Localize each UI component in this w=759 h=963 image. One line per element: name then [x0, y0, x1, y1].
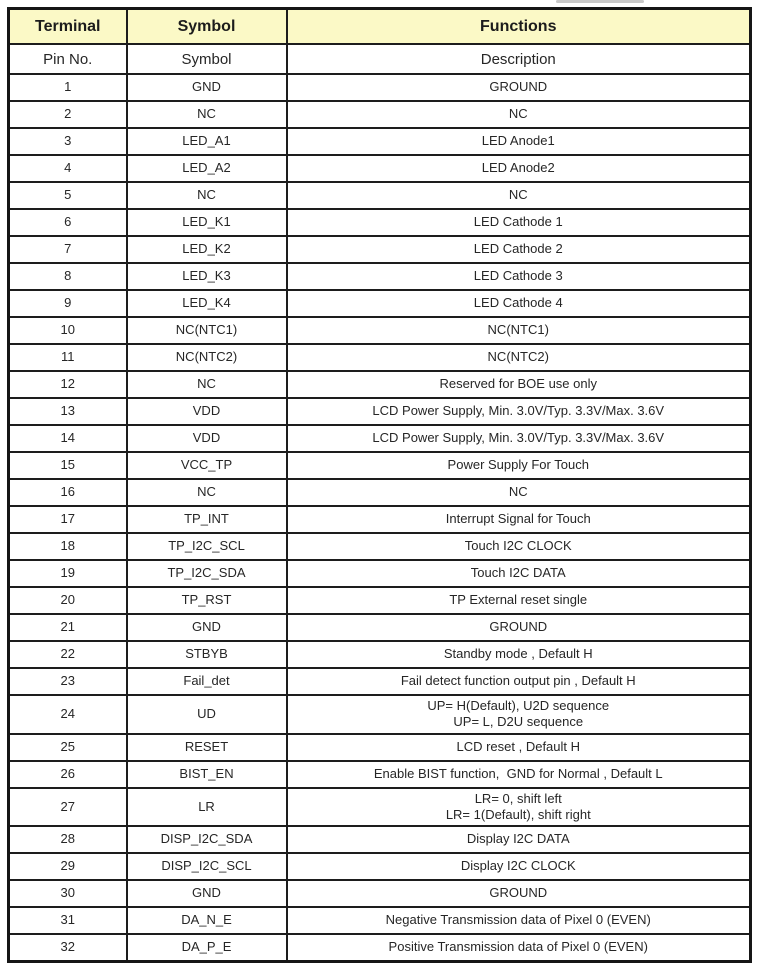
description-cell: LCD Power Supply, Min. 3.0V/Typ. 3.3V/Max. 3.6V [287, 398, 751, 425]
description-cell: LR= 0, shift left LR= 1(Default), shift right [287, 788, 751, 827]
description-cell: Interrupt Signal for Touch [287, 506, 751, 533]
symbol-cell: NC [127, 371, 287, 398]
pin-cell: 5 [9, 182, 127, 209]
table-row [9, 880, 751, 907]
pin-cell: 30 [9, 880, 127, 907]
symbol-cell: VDD [127, 425, 287, 452]
table-row [9, 128, 751, 155]
pin-cell: 10 [9, 317, 127, 344]
table-row [9, 452, 751, 479]
table-row [9, 560, 751, 587]
header-cell-symbol: Symbol [127, 9, 287, 45]
description-cell: NC [287, 182, 751, 209]
pin-cell: 11 [9, 344, 127, 371]
table-row [9, 479, 751, 506]
pin-cell: 23 [9, 668, 127, 695]
table-row [9, 853, 751, 880]
symbol-cell: GND [127, 880, 287, 907]
description-cell: Fail detect function output pin , Default H [287, 668, 751, 695]
pin-cell: 25 [9, 734, 127, 761]
symbol-cell: GND [127, 74, 287, 101]
description-cell: NC [287, 479, 751, 506]
symbol-cell: BIST_EN [127, 761, 287, 788]
table-row [9, 761, 751, 788]
pin-cell: 3 [9, 128, 127, 155]
table-row [9, 425, 751, 452]
symbol-cell: TP_I2C_SDA [127, 560, 287, 587]
symbol-cell: GND [127, 614, 287, 641]
description-cell: LED Anode1 [287, 128, 751, 155]
description-cell: Enable BIST function, GND for Normal , Default L [287, 761, 751, 788]
table-row [9, 209, 751, 236]
description-cell: Negative Transmission data of Pixel 0 (EVEN) [287, 907, 751, 934]
table-subheader-row [9, 44, 751, 74]
table-row [9, 907, 751, 934]
symbol-cell: LED_K1 [127, 209, 287, 236]
symbol-cell: NC [127, 479, 287, 506]
symbol-cell: NC [127, 101, 287, 128]
pin-cell: 27 [9, 788, 127, 827]
table-row [9, 371, 751, 398]
description-cell: UP= H(Default), U2D sequence UP= L, D2U sequence [287, 695, 751, 734]
pin-cell: 7 [9, 236, 127, 263]
symbol-cell: TP_RST [127, 587, 287, 614]
description-cell: LED Cathode 4 [287, 290, 751, 317]
pin-cell: 29 [9, 853, 127, 880]
pin-cell: 6 [9, 209, 127, 236]
symbol-cell: DISP_I2C_SDA [127, 826, 287, 853]
description-cell: LED Cathode 2 [287, 236, 751, 263]
description-cell: LED Anode2 [287, 155, 751, 182]
symbol-cell: DA_N_E [127, 907, 287, 934]
pin-cell: 31 [9, 907, 127, 934]
header-cell-terminal: Terminal [9, 9, 127, 45]
table-row [9, 734, 751, 761]
table-row [9, 533, 751, 560]
pin-cell: 2 [9, 101, 127, 128]
pin-cell: 12 [9, 371, 127, 398]
symbol-cell: VCC_TP [127, 452, 287, 479]
header-cell-functions: Functions [287, 9, 751, 45]
symbol-cell: LED_K2 [127, 236, 287, 263]
scan-artifact [556, 0, 644, 3]
pin-cell: 22 [9, 641, 127, 668]
pin-cell: 32 [9, 934, 127, 962]
description-cell: NC [287, 101, 751, 128]
description-cell: GROUND [287, 74, 751, 101]
pin-cell: 8 [9, 263, 127, 290]
description-cell: Standby mode , Default H [287, 641, 751, 668]
table-row [9, 826, 751, 853]
symbol-cell: NC(NTC1) [127, 317, 287, 344]
description-cell: Touch I2C DATA [287, 560, 751, 587]
pin-cell: 21 [9, 614, 127, 641]
pin-cell: 9 [9, 290, 127, 317]
table-row [9, 668, 751, 695]
symbol-cell: DISP_I2C_SCL [127, 853, 287, 880]
description-cell: Display I2C DATA [287, 826, 751, 853]
symbol-cell: LED_K4 [127, 290, 287, 317]
symbol-cell: TP_INT [127, 506, 287, 533]
symbol-cell: UD [127, 695, 287, 734]
table-row [9, 788, 751, 827]
pin-cell: 1 [9, 74, 127, 101]
pin-cell: 24 [9, 695, 127, 734]
pin-cell: 28 [9, 826, 127, 853]
pin-table-body [9, 74, 751, 962]
description-cell: Touch I2C CLOCK [287, 533, 751, 560]
description-cell: GROUND [287, 614, 751, 641]
description-cell: NC(NTC2) [287, 344, 751, 371]
symbol-cell: NC(NTC2) [127, 344, 287, 371]
description-cell: LED Cathode 3 [287, 263, 751, 290]
symbol-cell: RESET [127, 734, 287, 761]
symbol-cell: LR [127, 788, 287, 827]
pin-cell: 20 [9, 587, 127, 614]
description-cell: Power Supply For Touch [287, 452, 751, 479]
table-row [9, 506, 751, 533]
pin-cell: 17 [9, 506, 127, 533]
description-cell: NC(NTC1) [287, 317, 751, 344]
table-row [9, 74, 751, 101]
symbol-cell: LED_A2 [127, 155, 287, 182]
table-row [9, 344, 751, 371]
table-row [9, 695, 751, 734]
table-row [9, 587, 751, 614]
table-row [9, 398, 751, 425]
description-cell: Positive Transmission data of Pixel 0 (EVEN) [287, 934, 751, 962]
table-row [9, 182, 751, 209]
table-row [9, 263, 751, 290]
pin-cell: 4 [9, 155, 127, 182]
subheader-cell-pin-no: Pin No. [9, 44, 127, 74]
symbol-cell: NC [127, 182, 287, 209]
symbol-cell: TP_I2C_SCL [127, 533, 287, 560]
symbol-cell: VDD [127, 398, 287, 425]
description-cell: GROUND [287, 880, 751, 907]
symbol-cell: STBYB [127, 641, 287, 668]
pin-cell: 18 [9, 533, 127, 560]
subheader-cell-symbol: Symbol [127, 44, 287, 74]
table-row [9, 155, 751, 182]
table-header-row [9, 9, 751, 45]
table-row [9, 614, 751, 641]
symbol-cell: Fail_det [127, 668, 287, 695]
description-cell: Display I2C CLOCK [287, 853, 751, 880]
symbol-cell: DA_P_E [127, 934, 287, 962]
description-cell: LCD Power Supply, Min. 3.0V/Typ. 3.3V/Max. 3.6V [287, 425, 751, 452]
description-cell: LCD reset , Default H [287, 734, 751, 761]
table-row [9, 236, 751, 263]
description-cell: LED Cathode 1 [287, 209, 751, 236]
pin-cell: 14 [9, 425, 127, 452]
description-cell: Reserved for BOE use only [287, 371, 751, 398]
table-row [9, 641, 751, 668]
table-row [9, 101, 751, 128]
table-row [9, 934, 751, 962]
pin-cell: 15 [9, 452, 127, 479]
pin-cell: 26 [9, 761, 127, 788]
pin-definition-table [7, 7, 752, 963]
pin-cell: 19 [9, 560, 127, 587]
subheader-cell-description: Description [287, 44, 751, 74]
table-row [9, 290, 751, 317]
pin-cell: 13 [9, 398, 127, 425]
table-row [9, 317, 751, 344]
symbol-cell: LED_A1 [127, 128, 287, 155]
pin-cell: 16 [9, 479, 127, 506]
symbol-cell: LED_K3 [127, 263, 287, 290]
description-cell: TP External reset single [287, 587, 751, 614]
